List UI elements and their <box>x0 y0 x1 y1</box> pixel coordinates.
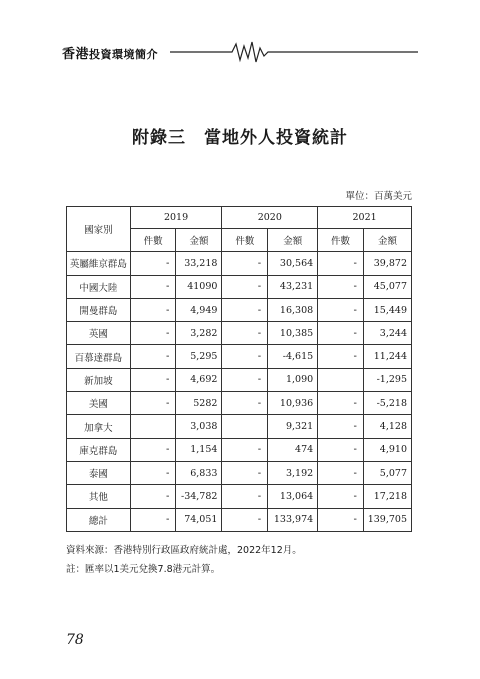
source-note: 資料來源：香港特別行政區政府統計處，2022年12月。 <box>66 545 302 556</box>
amount-cell: 10,385 <box>268 322 318 345</box>
count-cell: - <box>130 345 176 368</box>
table-row <box>67 485 412 508</box>
table-row <box>67 461 412 484</box>
count-cell: - <box>222 368 268 391</box>
count-cell <box>318 368 364 391</box>
amount-cell: 39,872 <box>363 252 411 275</box>
amount-cell: 10,936 <box>268 392 318 415</box>
header-title-rest: 投資環境簡介 <box>89 48 159 61</box>
amount-cell: 1,090 <box>268 368 318 391</box>
country-cell: 百慕達群島 <box>67 345 131 368</box>
amount-header: 金額 <box>268 229 318 252</box>
country-cell: 庫克群島 <box>67 438 131 461</box>
table-row <box>67 508 412 531</box>
table-row <box>67 322 412 345</box>
count-cell: - <box>318 485 364 508</box>
table-row <box>67 345 412 368</box>
amount-cell: 3,038 <box>176 415 222 438</box>
count-cell: - <box>130 368 176 391</box>
count-cell: - <box>318 298 364 321</box>
count-cell: - <box>222 345 268 368</box>
count-cell: - <box>318 345 364 368</box>
amount-cell: 4,128 <box>363 415 411 438</box>
count-cell: - <box>318 392 364 415</box>
count-header: 件數 <box>130 229 176 252</box>
amount-cell: 3,244 <box>363 322 411 345</box>
count-cell: - <box>130 252 176 275</box>
count-cell: - <box>318 461 364 484</box>
header-title-big: 香港 <box>62 47 90 62</box>
amount-header: 金額 <box>363 229 411 252</box>
table-row <box>67 275 412 298</box>
country-cell: 加拿大 <box>67 415 131 438</box>
count-cell <box>222 415 268 438</box>
count-cell: - <box>222 298 268 321</box>
count-cell: - <box>130 485 176 508</box>
country-cell: 中國大陸 <box>67 275 131 298</box>
count-cell: - <box>318 438 364 461</box>
count-cell: - <box>222 485 268 508</box>
count-cell: - <box>222 392 268 415</box>
count-cell: - <box>130 275 176 298</box>
amount-cell: 5,295 <box>176 345 222 368</box>
amount-cell: 33,218 <box>176 252 222 275</box>
table-row <box>67 438 412 461</box>
table-row <box>67 298 412 321</box>
count-cell: - <box>318 275 364 298</box>
count-header: 件數 <box>318 229 364 252</box>
amount-cell: 43,231 <box>268 275 318 298</box>
amount-cell: 11,244 <box>363 345 411 368</box>
country-cell: 總計 <box>67 508 131 531</box>
country-cell: 英國 <box>67 322 131 345</box>
country-header: 國家別 <box>67 207 131 252</box>
investment-table <box>66 206 412 532</box>
count-cell: - <box>130 322 176 345</box>
count-header: 件數 <box>222 229 268 252</box>
amount-cell: 74,051 <box>176 508 222 531</box>
amount-cell: 16,308 <box>268 298 318 321</box>
amount-cell: 3,192 <box>268 461 318 484</box>
count-cell: - <box>318 415 364 438</box>
amount-cell: -5,218 <box>363 392 411 415</box>
count-cell: - <box>318 508 364 531</box>
table-row <box>67 392 412 415</box>
amount-cell: 5,077 <box>363 461 411 484</box>
year-2019-header: 2019 <box>130 207 222 229</box>
exchange-rate-note: 註：匯率以1美元兌換7.8港元計算。 <box>66 564 221 575</box>
count-cell: - <box>318 252 364 275</box>
amount-cell: 41090 <box>176 275 222 298</box>
page-title: 附錄三 當地外人投資統計 <box>132 128 348 148</box>
amount-cell: 3,282 <box>176 322 222 345</box>
count-cell: - <box>222 508 268 531</box>
amount-cell: 5282 <box>176 392 222 415</box>
country-cell: 開曼群島 <box>67 298 131 321</box>
year-2021-header: 2021 <box>318 207 412 229</box>
amount-cell: 13,064 <box>268 485 318 508</box>
country-cell: 其他 <box>67 485 131 508</box>
amount-cell: 133,974 <box>268 508 318 531</box>
amount-cell: 1,154 <box>176 438 222 461</box>
running-header <box>62 40 418 64</box>
amount-cell: 474 <box>268 438 318 461</box>
count-cell: - <box>222 438 268 461</box>
table-row <box>67 415 412 438</box>
amount-header: 金額 <box>176 229 222 252</box>
amount-cell: 9,321 <box>268 415 318 438</box>
count-cell: - <box>222 322 268 345</box>
count-cell: - <box>222 252 268 275</box>
amount-cell: 45,077 <box>363 275 411 298</box>
count-cell: - <box>130 508 176 531</box>
amount-cell: 139,705 <box>363 508 411 531</box>
amount-cell: -34,782 <box>176 485 222 508</box>
amount-cell: 15,449 <box>363 298 411 321</box>
amount-cell: 4,949 <box>176 298 222 321</box>
count-cell: - <box>130 392 176 415</box>
amount-cell: -4,615 <box>268 345 318 368</box>
amount-cell: 6,833 <box>176 461 222 484</box>
page-number: 78 <box>66 632 84 648</box>
count-cell: - <box>318 322 364 345</box>
count-cell: - <box>130 298 176 321</box>
table-row <box>67 252 412 275</box>
count-cell: - <box>130 461 176 484</box>
header-title <box>62 43 158 62</box>
table-row <box>67 368 412 391</box>
count-cell: - <box>130 438 176 461</box>
country-cell: 泰國 <box>67 461 131 484</box>
amount-cell: -1,295 <box>363 368 411 391</box>
country-cell: 英屬維京群島 <box>67 252 131 275</box>
count-cell: - <box>222 461 268 484</box>
amount-cell: 17,218 <box>363 485 411 508</box>
amount-cell: 30,564 <box>268 252 318 275</box>
unit-label: 單位：百萬美元 <box>345 191 412 202</box>
year-2020-header: 2020 <box>222 207 318 229</box>
amount-cell: 4,910 <box>363 438 411 461</box>
count-cell <box>130 415 176 438</box>
count-cell: - <box>222 275 268 298</box>
country-cell: 新加坡 <box>67 368 131 391</box>
table-body <box>67 252 412 532</box>
country-cell: 美國 <box>67 392 131 415</box>
amount-cell: 4,692 <box>176 368 222 391</box>
